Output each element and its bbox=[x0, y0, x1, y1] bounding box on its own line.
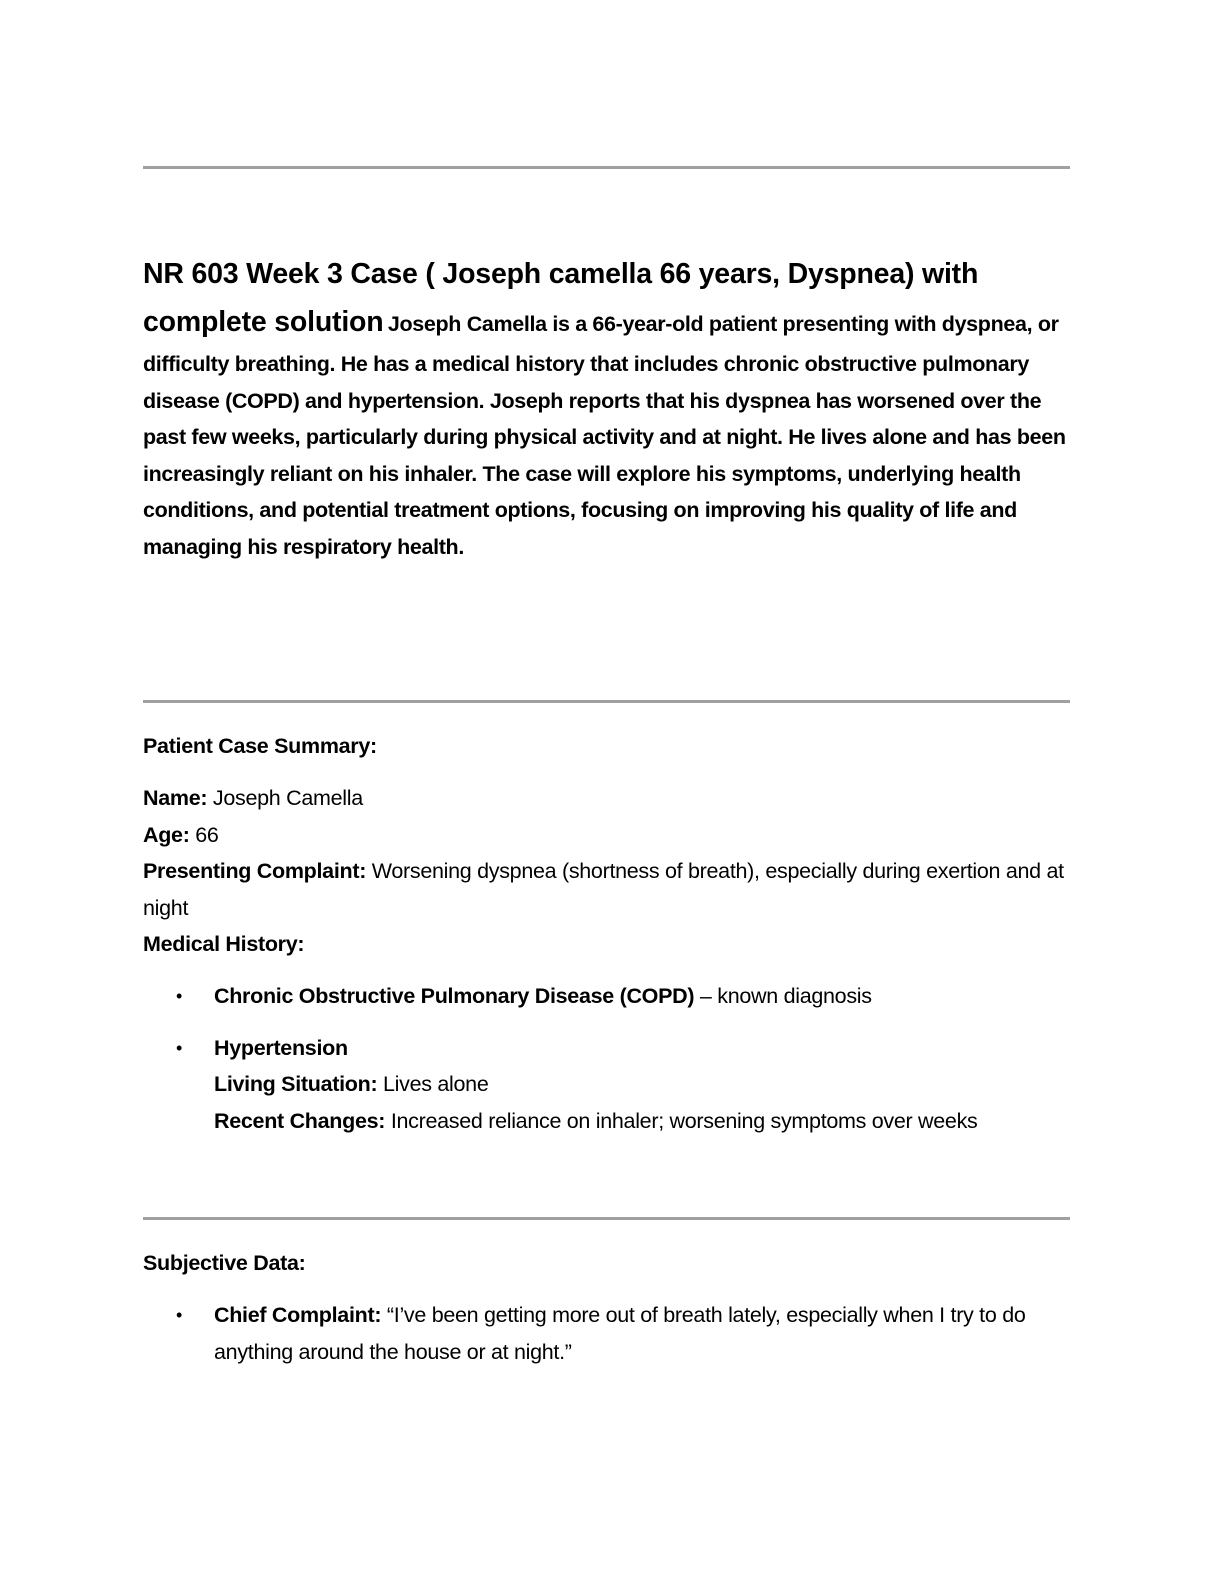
changes-value: Increased reliance on inhaler; worsening symptoms over weeks bbox=[390, 1108, 978, 1133]
living-row bbox=[214, 1066, 1073, 1103]
chief-complaint-label: Chief Complaint bbox=[214, 1303, 375, 1327]
age-value: 66 bbox=[195, 822, 219, 847]
patient-summary-fields bbox=[143, 780, 1073, 963]
document-title: NR 603 Week 3 Case ( Joseph camella 66 years, Dyspnea) with complete solution bbox=[143, 258, 979, 338]
complaint-value: Worsening dyspnea (shortness of breath), especially during exertion and at night bbox=[143, 859, 1064, 920]
divider-top bbox=[143, 166, 1070, 169]
history-condition: Chronic Obstructive Pulmonary Disease (COPD) bbox=[214, 984, 695, 1008]
bullet-icon: • bbox=[176, 1305, 183, 1325]
changes-label: Recent Changes: bbox=[214, 1108, 386, 1133]
subjective-data-heading: Subjective Data: bbox=[143, 1251, 306, 1275]
medical-history-list bbox=[143, 978, 1073, 1139]
divider-bottom bbox=[143, 1217, 1070, 1220]
subjective-data-list bbox=[143, 1297, 1073, 1370]
name-label: Name: bbox=[143, 786, 208, 810]
list-item bbox=[143, 1030, 1073, 1140]
intro-section bbox=[143, 250, 1073, 565]
list-item: • Chief Complaint: “I’ve been getting more out of breath lately, especially when I try to do anything around the house or at night.” bbox=[143, 1297, 1073, 1370]
complaint-row bbox=[143, 853, 1073, 926]
history-condition: Hypertension bbox=[214, 1035, 348, 1060]
list-item bbox=[143, 978, 1073, 1015]
bullet-icon: • bbox=[176, 1037, 183, 1058]
name-value: Joseph Camella bbox=[212, 786, 363, 810]
age-label: Age: bbox=[143, 822, 190, 847]
history-label: Medical History: bbox=[143, 932, 305, 956]
divider-middle bbox=[143, 700, 1070, 703]
changes-row bbox=[214, 1103, 1073, 1140]
bullet-icon: • bbox=[176, 986, 183, 1006]
name-row bbox=[143, 780, 1073, 817]
intro-summary: Joseph Camella is a 66-year-old patient presenting with dyspnea, or difficulty breathing. He has a medical history that includes chronic obstructive pulmonary disease (COPD) and hypertension. Joseph reports that his dyspnea has worsened over the past few weeks, particularly during physical activity and at night. He lives alone and has been increasingly reliant on his inhaler. The case will explore his symptoms, underlying health conditions, and potential treatment options, focusing on improving his quality of life and managing his respiratory health. bbox=[143, 312, 1066, 559]
living-value: Lives alone bbox=[383, 1072, 489, 1096]
age-row bbox=[143, 817, 1073, 854]
complaint-label: Presenting Complaint: bbox=[143, 859, 367, 883]
patient-summary-heading: Patient Case Summary: bbox=[143, 734, 377, 758]
history-note: – known diagnosis bbox=[699, 984, 872, 1008]
living-label: Living Situation: bbox=[214, 1072, 378, 1096]
chief-complaint-value: “I’ve been getting more out of breath lately, especially when I try to do anything around the house or at night.” bbox=[214, 1303, 1026, 1364]
